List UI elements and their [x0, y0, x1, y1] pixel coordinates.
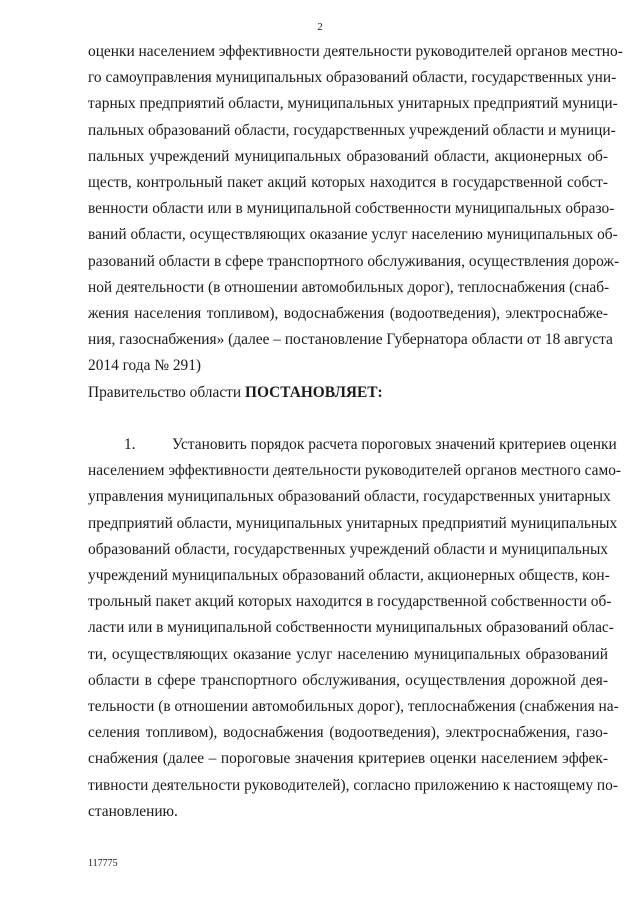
resolution-heading	[88, 380, 608, 406]
text-line: селения топливом), водоснабжения (водоотведения), электроснабжения, газо-	[88, 724, 608, 742]
document-code: 117775	[88, 858, 118, 869]
text-line: предприятий области, муниципальных унитарных предприятий муниципальных	[88, 514, 618, 532]
text-line: ной деятельности (в отношении автомобильных дорог), теплоснабжения (снаб-	[88, 278, 610, 296]
text-line: снабжения (далее – пороговые значения критериев оценки населением эффек-	[88, 750, 608, 768]
text-line: оценки населением эффективности деятельности руководителей органов местно-	[88, 43, 623, 60]
resolution-keyword: ПОСТАНОВЛЯЕТ:	[244, 384, 383, 401]
text-line: ществ, контрольный пакет акций которых находится в государственной собст-	[88, 174, 608, 192]
text-line: области в сфере транспортного обслуживания, осуществления дорожной дея-	[88, 671, 608, 689]
text-line: разований области в сфере транспортного обслуживания, осуществления дорож-	[88, 252, 620, 270]
text-line: 2014 года № 291)	[88, 357, 202, 375]
text-line: ваний области, осуществляющих оказание услуг населению муниципальных об-	[88, 226, 618, 244]
clause-first-line: Установить порядок расчета пороговых значений критериев оценки	[172, 436, 617, 453]
text-line: тельности (в отношении автомобильных дорог), теплоснабжения (снабжения на-	[88, 698, 619, 716]
text-line	[88, 380, 608, 406]
text-line: ти, осуществляющих оказание услуг населению муниципальных образований	[88, 645, 608, 663]
text-line: го самоуправления муниципальных образований области, государственных уни-	[88, 69, 617, 87]
paragraph-clause-1	[88, 432, 622, 825]
page-number: 2	[317, 21, 323, 33]
clause-number: 1.	[124, 436, 136, 453]
text-line: населением эффективности деятельности руководителей органов местного само-	[88, 462, 622, 480]
text-line: венности области или в муниципальной собственности муниципальных образо-	[88, 200, 615, 218]
text-line	[88, 432, 617, 458]
text-line: учреждений муниципальных образований области, акционерных обществ, кон-	[88, 567, 610, 585]
text-line: пальных образований области, государственных учреждений области и муници-	[88, 121, 616, 139]
text-line: тивности деятельности руководителей), согласно приложению к настоящему по-	[88, 776, 618, 794]
text-line: ласти или в муниципальной собственности муниципальных образований облас-	[88, 619, 614, 637]
text-line: ния, газоснабжения» (далее – постановление Губернатора области от 18 августа	[88, 331, 613, 349]
text-line: трольный пакет акций которых находится в государственной собственности об-	[88, 593, 612, 611]
text-line: тарных предприятий области, муниципальных унитарных предприятий муници-	[88, 95, 618, 113]
text-line: образований области, государственных учреждений области и муниципальных	[88, 540, 608, 558]
text-line: управления муниципальных образований области, государственных унитарных	[88, 488, 611, 506]
text-line: пальных учреждений муниципальных образований области, акционерных об-	[88, 147, 608, 165]
text-line: становлению.	[88, 802, 178, 820]
paragraph-preamble-continuation	[88, 39, 623, 380]
resolution-prefix: Правительство области	[88, 384, 245, 401]
text-line: жения населения топливом), водоснабжения (водоотведения), электроснабже-	[88, 305, 608, 323]
